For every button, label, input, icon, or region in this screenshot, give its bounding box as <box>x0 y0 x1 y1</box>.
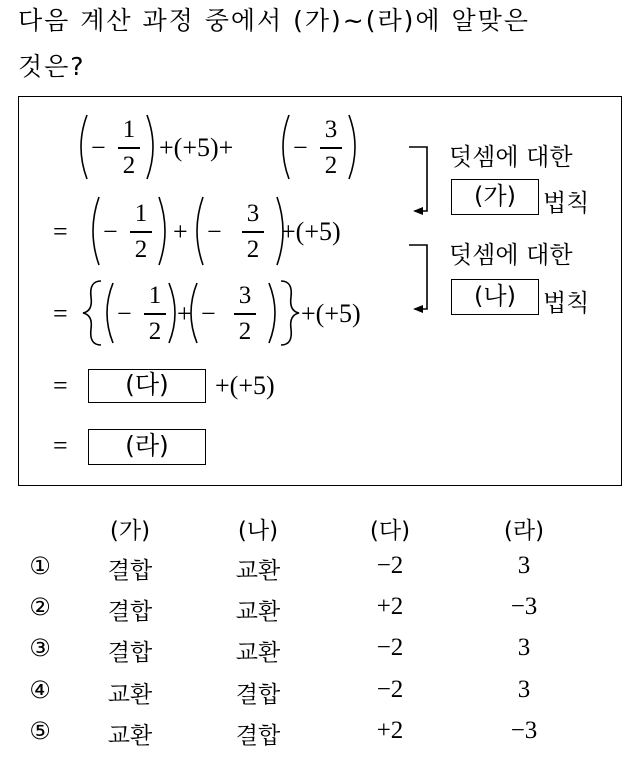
fraction-bar <box>130 231 152 233</box>
header-ga: (가) <box>109 518 151 544</box>
choice-cell-ga: 결합 <box>107 558 153 584</box>
annotation-1-prefix: 덧셈에 대한 <box>449 143 573 171</box>
choice-cell-ga: 결합 <box>107 599 153 625</box>
choice-cell-ra: −3 <box>510 593 538 620</box>
header-ra: (라) <box>503 518 545 544</box>
choice-marker[interactable]: ⑤ <box>29 717 51 745</box>
fraction-bar <box>144 313 166 315</box>
fraction-bar <box>234 313 256 315</box>
choice-cell-da: +2 <box>376 717 404 744</box>
neg-sign: − <box>117 299 132 328</box>
question-line-1: 다음 계산 과정 중에서 (가)~(라)에 알맞은 <box>18 6 530 35</box>
annotation-1-suffix: 법칙 <box>543 189 590 217</box>
term-plus5: +(+5) <box>301 299 361 328</box>
numerator: 1 <box>148 282 162 309</box>
choice-cell-ga: 교환 <box>107 723 153 749</box>
choice-marker[interactable]: ② <box>29 593 51 621</box>
term-plus5: +(+5) <box>215 371 275 400</box>
header-na: (나) <box>237 518 279 544</box>
fraction-bar <box>320 147 342 149</box>
neg-sign: − <box>293 133 308 162</box>
fraction-bar <box>118 147 140 149</box>
choice-cell-na: 교환 <box>235 599 281 625</box>
choice-cell-ra: 3 <box>517 634 531 661</box>
answer-box-d: (라) <box>88 429 206 465</box>
header-da: (다) <box>369 518 411 544</box>
choice-cell-ga: 결합 <box>107 640 153 666</box>
choice-cell-ga: 교환 <box>107 682 153 708</box>
choice-marker[interactable]: ④ <box>29 676 51 704</box>
denominator: 2 <box>324 152 338 179</box>
numerator: 1 <box>134 200 148 227</box>
neg-sign: − <box>91 133 106 162</box>
plus-sign: + <box>177 299 192 328</box>
choice-marker[interactable]: ① <box>29 552 51 580</box>
plus-sign: + <box>173 217 188 246</box>
choice-cell-na: 교환 <box>235 640 281 666</box>
equals-sign: = <box>53 299 68 328</box>
equals-sign: = <box>53 371 68 400</box>
choice-cell-ra: −3 <box>510 717 538 744</box>
choice-cell-na: 교환 <box>235 558 281 584</box>
neg-sign: − <box>201 299 216 328</box>
choice-marker[interactable]: ③ <box>29 634 51 662</box>
numerator: 1 <box>122 116 136 143</box>
choice-cell-na: 결합 <box>235 682 281 708</box>
answer-box-c: (다) <box>88 369 206 403</box>
calculation-box <box>18 96 622 486</box>
annotation-2-box: (나) <box>451 279 539 315</box>
choice-cell-ra: 3 <box>517 676 531 703</box>
equals-sign: = <box>53 431 68 460</box>
neg-sign: − <box>207 217 222 246</box>
numerator: 3 <box>238 282 252 309</box>
choice-cell-na: 결합 <box>235 723 281 749</box>
denominator: 2 <box>246 236 260 263</box>
fraction-bar <box>242 231 264 233</box>
numerator: 3 <box>246 200 260 227</box>
annotation-2-suffix: 법칙 <box>543 289 590 317</box>
choice-cell-ra: 3 <box>517 552 531 579</box>
annotation-2-prefix: 덧셈에 대한 <box>449 241 573 269</box>
numerator: 3 <box>324 116 338 143</box>
term-plus5: +(+5)+ <box>159 133 234 162</box>
choice-cell-da: −2 <box>376 552 404 579</box>
denominator: 2 <box>122 152 136 179</box>
choice-cell-da: −2 <box>376 676 404 703</box>
choice-cell-da: −2 <box>376 634 404 661</box>
choice-cell-da: +2 <box>376 593 404 620</box>
equals-sign: = <box>53 217 68 246</box>
denominator: 2 <box>134 236 148 263</box>
annotation-1-box: (가) <box>451 179 539 215</box>
denominator: 2 <box>238 318 252 345</box>
question-line-2: 것은? <box>18 52 86 81</box>
neg-sign: − <box>103 217 118 246</box>
denominator: 2 <box>148 318 162 345</box>
term-plus5: +(+5) <box>281 217 341 246</box>
